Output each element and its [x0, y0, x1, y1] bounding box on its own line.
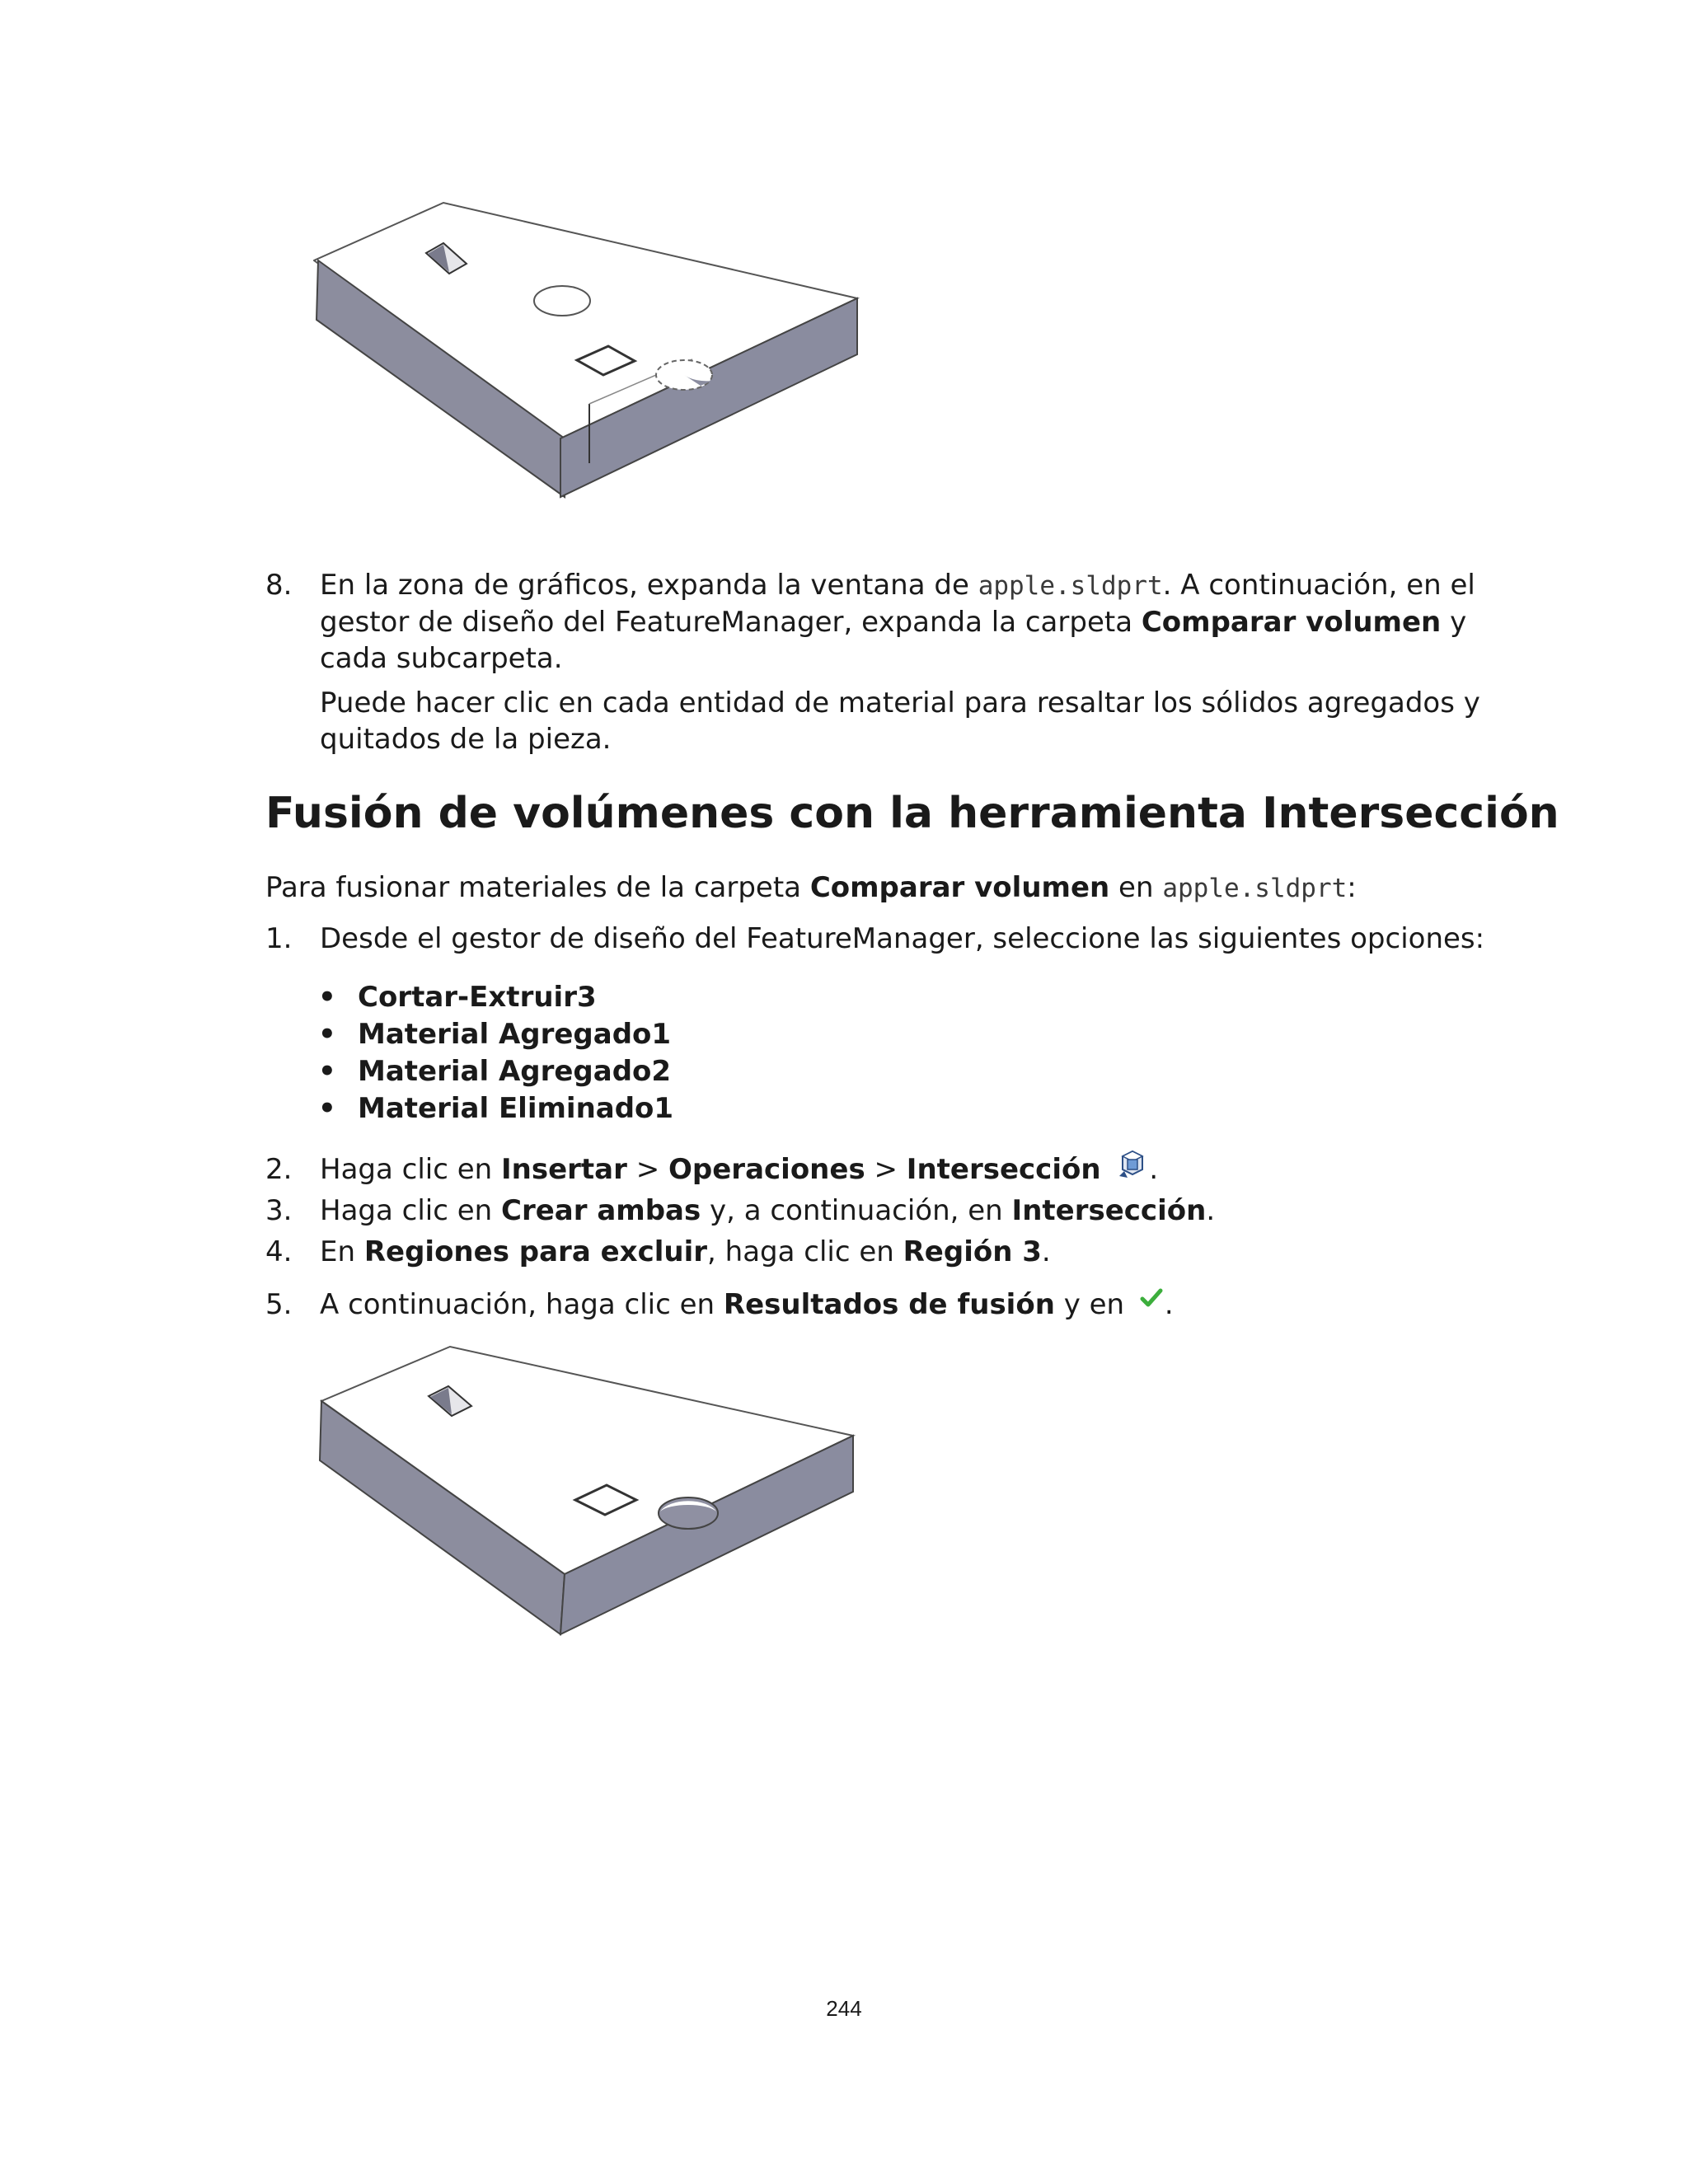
intersect-icon: [1116, 1148, 1149, 1181]
list-item: • Material Agregado2: [318, 1053, 673, 1090]
region-3: Región 3: [903, 1235, 1042, 1268]
step-8-line-2: gestor de diseño del FeatureManager, expanda la carpeta Comparar volumen y: [320, 606, 1467, 639]
step-number: 8.: [265, 569, 293, 602]
part-before-figure: [313, 198, 874, 552]
file-name: apple.sldprt: [1162, 874, 1348, 903]
step-8-note-line-2: quitados de la pieza.: [320, 723, 612, 756]
step-8-note-line-1: Puede hacer clic en cada entidad de material para resaltar los sólidos agregados y: [320, 687, 1480, 719]
checkmark-icon: [1138, 1286, 1165, 1312]
step-8-line-1: En la zona de gráficos, expanda la ventana de apple.sldprt. A continuación, en el: [320, 569, 1475, 602]
intro-paragraph: Para fusionar materiales de la carpeta Comparar volumen en apple.sldprt:: [265, 871, 1357, 904]
menu-operations: Operaciones: [668, 1153, 865, 1186]
step-1-text: Desde el gestor de diseño del FeatureManager, seleccione las siguientes opciones:: [320, 922, 1485, 955]
step-number: 3.: [265, 1194, 293, 1227]
option-intersection: Intersección: [1011, 1194, 1207, 1227]
regions-to-exclude: Regiones para excluir: [363, 1235, 708, 1268]
file-name: apple.sldprt: [978, 571, 1163, 601]
menu-insert: Insertar: [501, 1153, 627, 1186]
page-number: 244: [826, 1996, 862, 2021]
part-merged-figure: [313, 1343, 882, 1698]
list-item: • Material Eliminado1: [318, 1090, 673, 1127]
menu-intersection: Intersección: [906, 1153, 1101, 1186]
options-list: [318, 979, 673, 1127]
section-heading: Fusión de volúmenes con la herramienta Intersección: [265, 789, 1559, 838]
list-item: • Material Agregado1: [318, 1016, 673, 1053]
step-8-line-3: cada subcarpeta.: [320, 642, 563, 675]
folder-name: Comparar volumen: [1141, 606, 1442, 639]
merge-results: Resultados de fusión: [723, 1288, 1055, 1321]
step-number: 1.: [265, 922, 293, 955]
option-create-both: Crear ambas: [501, 1194, 701, 1227]
folder-name: Comparar volumen: [809, 871, 1110, 904]
step-number: 5.: [265, 1288, 293, 1321]
list-item: • Cortar-Extruir3: [318, 979, 673, 1016]
step-number: 2.: [265, 1153, 293, 1186]
step-number: 4.: [265, 1235, 293, 1268]
